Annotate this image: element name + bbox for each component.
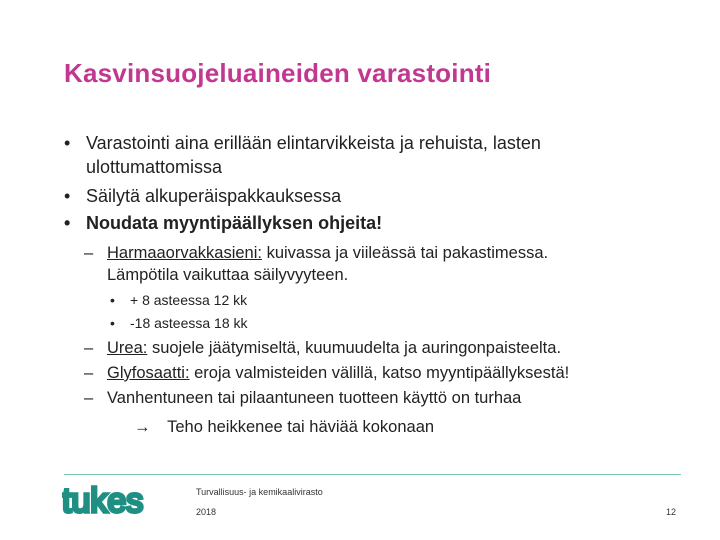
sub-item-glyphosate-text: eroja valmisteiden välillä, katso myyntipäällyksestä! bbox=[189, 364, 570, 382]
sub-item-mold-label: Harmaaorvakkasieni: bbox=[107, 244, 262, 262]
sub-item-glyphosate-line bbox=[107, 362, 569, 384]
tukes-logo-text: tukes bbox=[62, 482, 144, 520]
tukes-logo bbox=[62, 480, 158, 525]
conclusion-text: Teho heikkenee tai häviää kokonaan bbox=[167, 418, 435, 436]
sub-item-urea-label: Urea: bbox=[107, 339, 148, 357]
bullet-icon: • bbox=[64, 213, 71, 233]
dash-icon: – bbox=[84, 389, 94, 407]
bullet-original-package-text: Säilytä alkuperäispakkauksessa bbox=[86, 186, 342, 206]
bullet-storage-text-1: Varastointi aina erillään elintarvikkeista ja rehuista, lasten bbox=[86, 133, 541, 153]
sub-item-mold-line2: Lämpötila vaikuttaa säilyvyyteen. bbox=[107, 266, 349, 284]
dash-icon: – bbox=[84, 339, 94, 357]
slide-title: Kasvinsuojeluaineiden varastointi bbox=[64, 58, 492, 88]
sub-item-mold-text: kuivassa ja viileässä tai pakastimessa. bbox=[261, 244, 549, 262]
footer-year: 2018 bbox=[196, 507, 217, 517]
sub-item-urea-line bbox=[107, 337, 561, 359]
bullet-icon: • bbox=[64, 186, 71, 206]
agency-name: Turvallisuus- ja kemikaalivirasto bbox=[196, 487, 323, 497]
sub-item-mold-line bbox=[107, 242, 548, 264]
bullet-follow-label-text: Noudata myyntipäällyksen ohjeita! bbox=[86, 213, 383, 233]
bullet-storage-text-2: ulottumattomissa bbox=[86, 157, 223, 177]
sub-item-expired-text: Vanhentuneen tai pilaantuneen tuotteen käyttö on turhaa bbox=[107, 389, 522, 407]
bullet-icon: • bbox=[110, 315, 115, 331]
sub-sub-item-18-text: -18 asteessa 18 kk bbox=[130, 315, 248, 331]
sub-item-urea-text: suojele jäätymiseltä, kuumuudelta ja auringonpaisteelta. bbox=[147, 339, 562, 357]
dash-icon: – bbox=[84, 244, 94, 262]
bullet-icon: • bbox=[110, 292, 115, 308]
conclusion-line bbox=[134, 416, 434, 438]
bullet-icon: • bbox=[64, 133, 71, 153]
sub-item-glyphosate-label: Glyfosaatti: bbox=[107, 364, 190, 382]
dash-icon: – bbox=[84, 364, 94, 382]
footer-divider bbox=[64, 474, 681, 475]
sub-sub-item-12-text: + 8 asteessa 12 kk bbox=[130, 292, 248, 308]
page-number: 12 bbox=[666, 507, 677, 517]
right-arrow-icon: → bbox=[134, 418, 151, 436]
